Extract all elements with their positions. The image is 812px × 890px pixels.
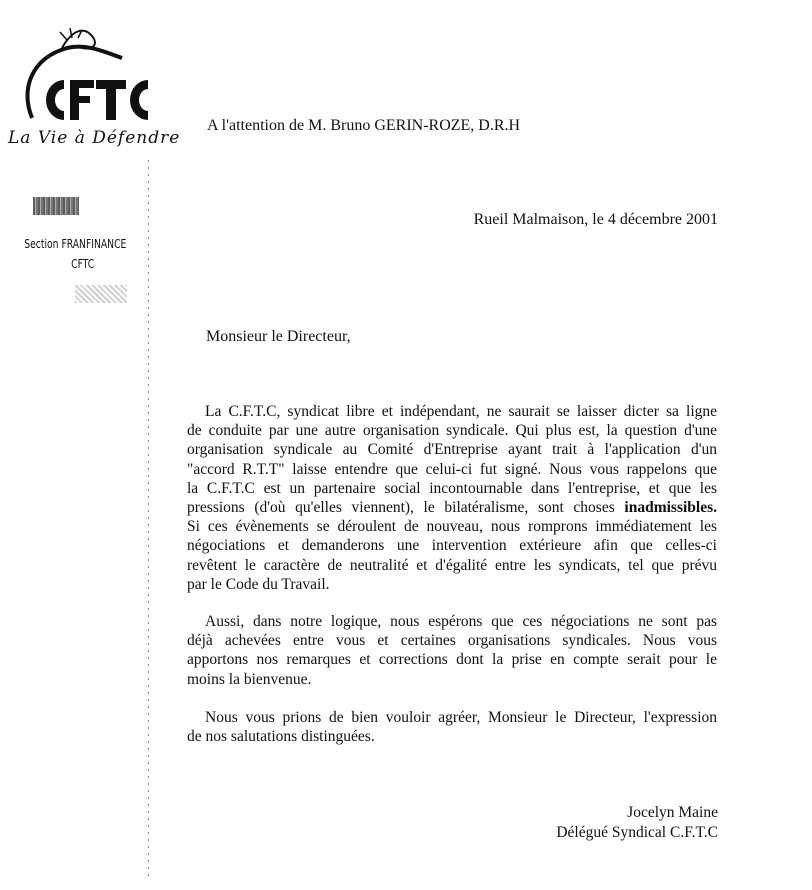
paragraph-line: "accord R.T.T" laisse entendre que celui-ci fut signé. Nous vous rappelons que: [187, 460, 717, 478]
salutation: Monsieur le Directeur,: [206, 328, 351, 345]
margin-rule: [148, 160, 149, 880]
paragraph-line: revêtent le caractère de neutralité et d'égalité entre les syndicats, tel que prévu: [187, 556, 717, 574]
paragraph-3: [187, 708, 717, 746]
paragraph-line: Aussi, dans notre logique, nous espérons que ces négociations ne sont pas: [205, 613, 717, 630]
smudge-mark: [75, 285, 127, 303]
paragraph-line: Nous vous prions de bien vouloir agréer, Monsieur le Directeur, l'expression: [205, 709, 717, 726]
section-union: CFTC: [71, 256, 95, 271]
attention-line: A l'attention de M. Bruno GERIN-ROZE, D.R.H: [207, 117, 521, 134]
paragraph-line: négociations et demanderons une intervention extérieure afin que celles-ci: [187, 537, 717, 555]
stamp-mark: [33, 197, 79, 215]
paragraph-line: de nos salutations distinguées.: [187, 728, 375, 746]
signature-block: [556, 803, 718, 843]
logo-tagline: La Vie à Défendre: [8, 128, 181, 148]
paragraph-line: la C.F.T.C est un partenaire social incontournable dans l'entreprise, et que les: [187, 479, 717, 497]
paragraph-line: de conduite par une autre organisation syndicale. Qui plus est, la question d'une: [187, 422, 717, 440]
paragraph-line: Si ces évènements se déroulent de nouveau, nous romprons immédiatement les: [187, 518, 717, 536]
emphasis-word: inadmissibles.: [624, 499, 717, 517]
signature-name: Jocelyn Maine: [627, 804, 718, 821]
paragraph-line-emphasis: [187, 498, 717, 517]
section-name: Section FRANFINANCE: [24, 236, 127, 251]
paragraph-line: moins la bienvenue.: [187, 670, 312, 688]
section-label: [22, 234, 129, 274]
paragraph-line: par le Code du Travail.: [187, 575, 330, 593]
cftc-logo: [8, 18, 182, 158]
paragraph-line: La C.F.T.C, syndicat libre et indépendant, ne saurait se laisser dicter sa ligne: [205, 403, 717, 420]
paragraph-line-text: pressions (d'où qu'elles viennent), le bilatéralisme, sont choses: [187, 499, 625, 517]
paragraph-line: déjà achevées entre vous et certaines organisations syndicales. Nous vous: [187, 632, 717, 650]
signature-title: Délégué Syndical C.F.T.C: [556, 824, 718, 841]
paragraph-1: [187, 402, 717, 594]
paragraph-line: apportons nos remarques et corrections dont la prise en compte serait pour le: [187, 651, 717, 669]
paragraph-2: [187, 612, 717, 689]
letter-date: Rueil Malmaison, le 4 décembre 2001: [473, 211, 718, 228]
paragraph-line: organisation syndicale au Comité d'Entreprise ayant trait à l'application d'un: [187, 441, 717, 459]
